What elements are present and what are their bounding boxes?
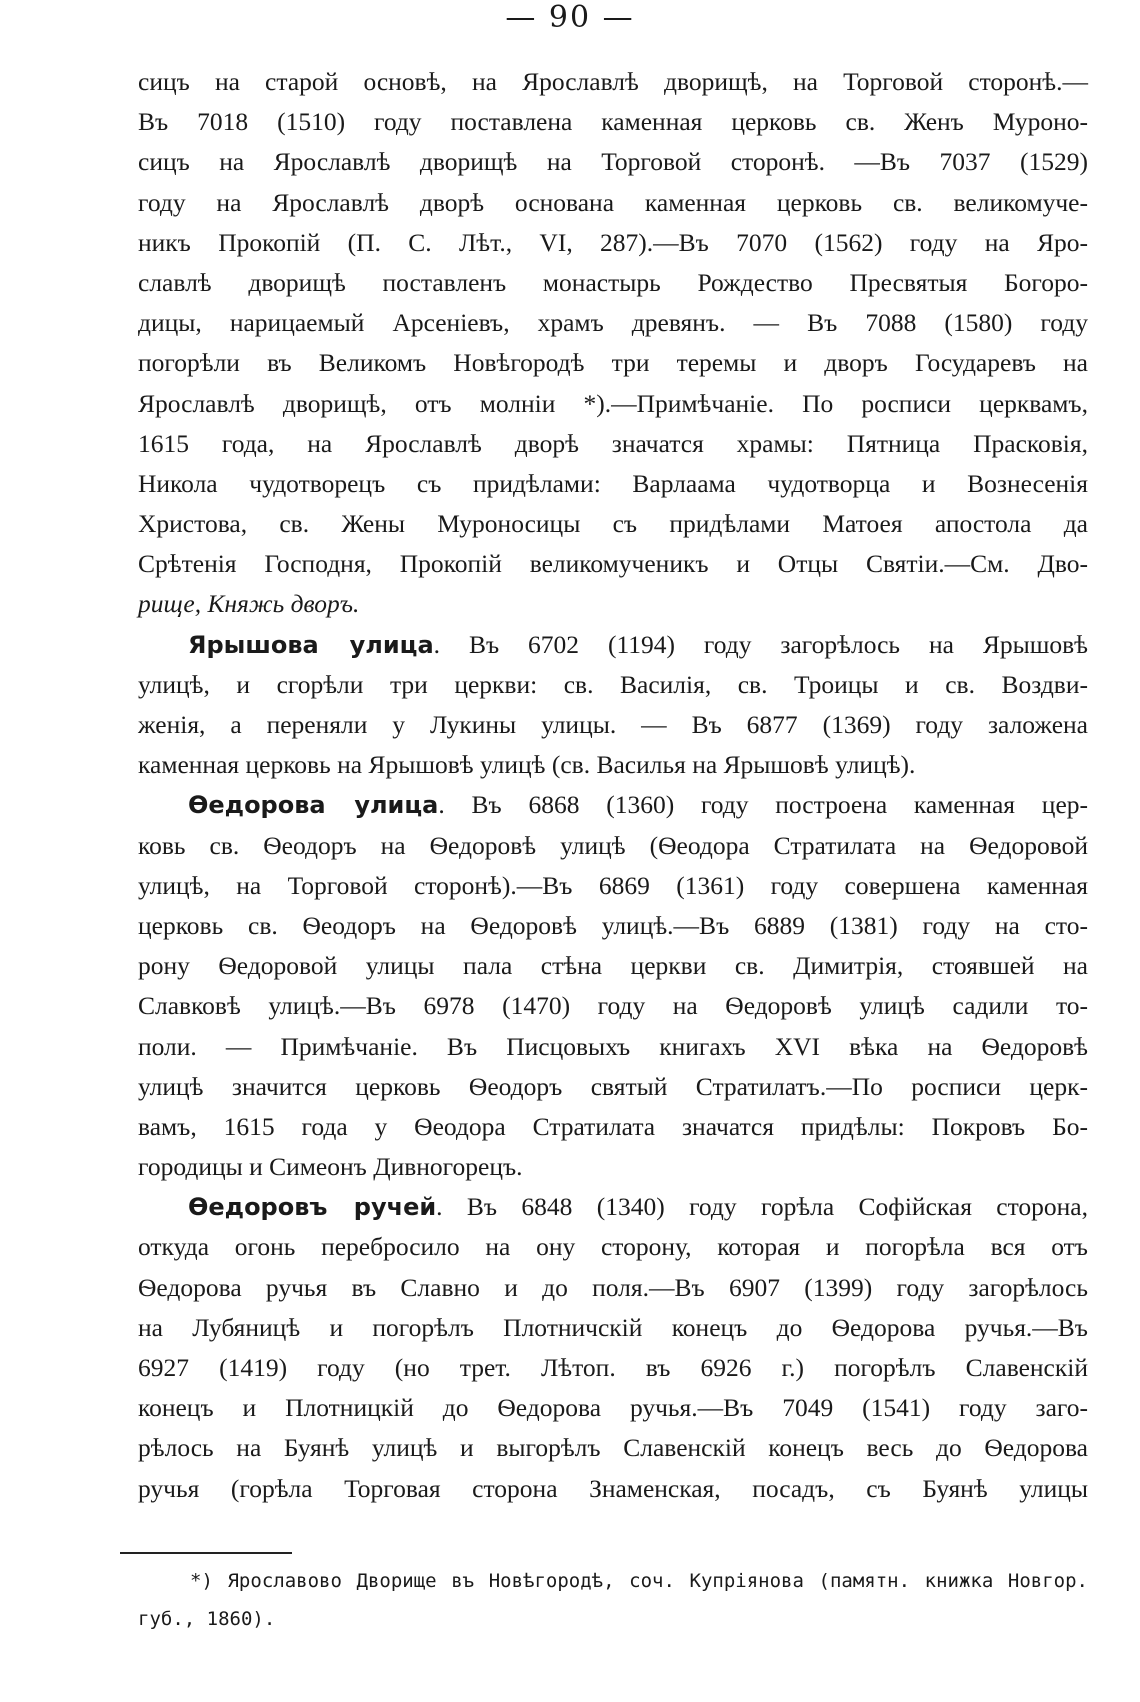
text-line: никъ Прокопій (П. С. Лѣт., VI, 287).—Въ 7070 (1562) году на Яро- [138,227,1088,257]
entry-heading: Ѳедорова улица [188,791,439,820]
text-line: 1615 года, на Ярославлѣ дворѣ значатся храмы: Пятница Прасковія, [138,428,1088,458]
entry-heading: Ярышова улица [188,630,434,659]
text-line-first [138,1187,1088,1227]
footnote-line: губ., 1860). [138,1608,276,1630]
text-line: славлѣ дворищѣ поставленъ монастырь Рождество Пресвятыя Богоро- [138,267,1088,297]
text-line: городицы и Симеонъ Дивногорецъ. [138,1152,523,1182]
text-line: откуда огонь перебросило на ону сторону, которая и погорѣла вся отъ [138,1232,1088,1262]
text-line: ручья (горѣла Торговая сторона Знаменская, посадъ, съ Буянѣ улицы [138,1473,1088,1503]
text-line: церковь св. Ѳеодоръ на Ѳедоровѣ улицѣ.—Въ 6889 (1381) году на сто- [138,910,1088,940]
text-line: ковь св. Ѳеодоръ на Ѳедоровѣ улицѣ (Ѳеодора Стратилата на Ѳедоровой [138,830,1088,860]
text-line: сицъ на Ярославлѣ дворищѣ на Торговой сторонѣ. —Въ 7037 (1529) [138,147,1088,177]
text-line: Ярославлѣ дворищѣ, отъ молніи *).—Примѣчаніе. По росписи церквамъ, [138,388,1088,418]
text-line-first [138,785,1088,825]
text-line: Въ 7018 (1510) году поставлена каменная церковь св. Женъ Муроно- [138,107,1088,137]
paragraph-fedorova-ulitsa [138,785,1088,1187]
entry-heading: Ѳедоровъ ручей [188,1193,437,1222]
text-line: Славковѣ улицѣ.—Въ 6978 (1470) году на Ѳедоровѣ улицѣ садили то- [138,991,1088,1021]
text-line: сицъ на старой основѣ, на Ярославлѣ дворищѣ, на Торговой сторонѣ.— [138,67,1088,96]
text-line: рону Ѳедоровой улицы пала стѣна церкви св. Димитрія, стоявшей на [138,951,1088,981]
paragraph-fedorov-ruchey [138,1187,1088,1509]
text-line: Срѣтенія Господня, Прокопій великомученикъ и Отцы Святіи.—См. Дво- [138,549,1088,579]
text-line: улицѣ значится церковь Ѳеодоръ святый Стратилатъ.—По росписи церк- [138,1071,1088,1101]
text-line-first [138,625,1088,665]
text-line: погорѣли въ Великомъ Новѣгородѣ три теремы и дворъ Государевъ на [138,348,1088,378]
text-line: женія, а переняли у Лукины улицы. — Въ 6877 (1369) году заложена [138,710,1088,739]
footnote-divider [120,1552,292,1554]
text-line: дицы, нарицаемый Арсеніевъ, храмъ древянъ. — Въ 7088 (1580) году [138,308,1088,338]
footnote-line: *) Ярославово Дворище въ Новѣгородѣ, соч. Купріянова (памятн. книжка Новгор. [190,1570,1088,1592]
paragraph-yaroslavl-dvorishche [138,62,1088,625]
paragraph-yaryshova-ulitsa [138,625,1088,786]
text-line: каменная церковь на Ярышовѣ улицѣ (св. Василья на Ярышовѣ улицѣ). [138,750,916,780]
main-text [138,62,1088,1509]
text-line: рѣлось на Буянѣ улицѣ и выгорѣлъ Славенскій конецъ весь до Ѳедорова [138,1433,1088,1463]
text-line: поли. — Примѣчаніе. Въ Писцовыхъ книгахъ XVI вѣка на Ѳедоровѣ [138,1031,1088,1061]
text-line: Христова, св. Жены Муроносицы съ придѣлами Матоея апостола да [138,509,1088,539]
text-line: Никола чудотворецъ съ придѣлами: Варлаама чудотворца и Вознесенія [138,468,1088,498]
text-line: Ѳедорова ручья въ Славно и до поля.—Въ 6907 (1399) году загорѣлось [138,1272,1088,1302]
text-run: . Въ 6702 (1194) году загорѣлось на Ярышовѣ [433,629,1088,659]
page-number: — 90 — [505,0,635,35]
text-line: улицѣ, и сгорѣли три церкви: св. Василія, св. Троицы и св. Воздви- [138,669,1088,699]
text-line: улицѣ, на Торговой сторонѣ).—Въ 6869 (1361) году совершена каменная [138,870,1088,900]
footnote [138,1562,1088,1638]
text-line-crossref: рище, Княжь дворъ. [138,589,360,619]
text-line: 6927 (1419) году (но трет. Лѣтоп. въ 6926 г.) погорѣлъ Славенскій [138,1353,1088,1382]
text-line: конецъ и Плотницкій до Ѳедорова ручья.—Въ 7049 (1541) году заго- [138,1393,1088,1423]
text-run: . Въ 6848 (1340) году горѣла Софійская сторона, [436,1192,1088,1222]
text-line: на Лубяницѣ и погорѣлъ Плотничскій конецъ до Ѳедорова ручья.—Въ [138,1312,1088,1342]
text-line: вамъ, 1615 года у Ѳеодора Стратилата значатся придѣлы: Покровъ Бо- [138,1111,1088,1141]
text-line: году на Ярославлѣ дворѣ основана каменная церковь св. великомуче- [138,187,1088,217]
text-run: . Въ 6868 (1360) году построена каменная цер- [438,790,1089,820]
